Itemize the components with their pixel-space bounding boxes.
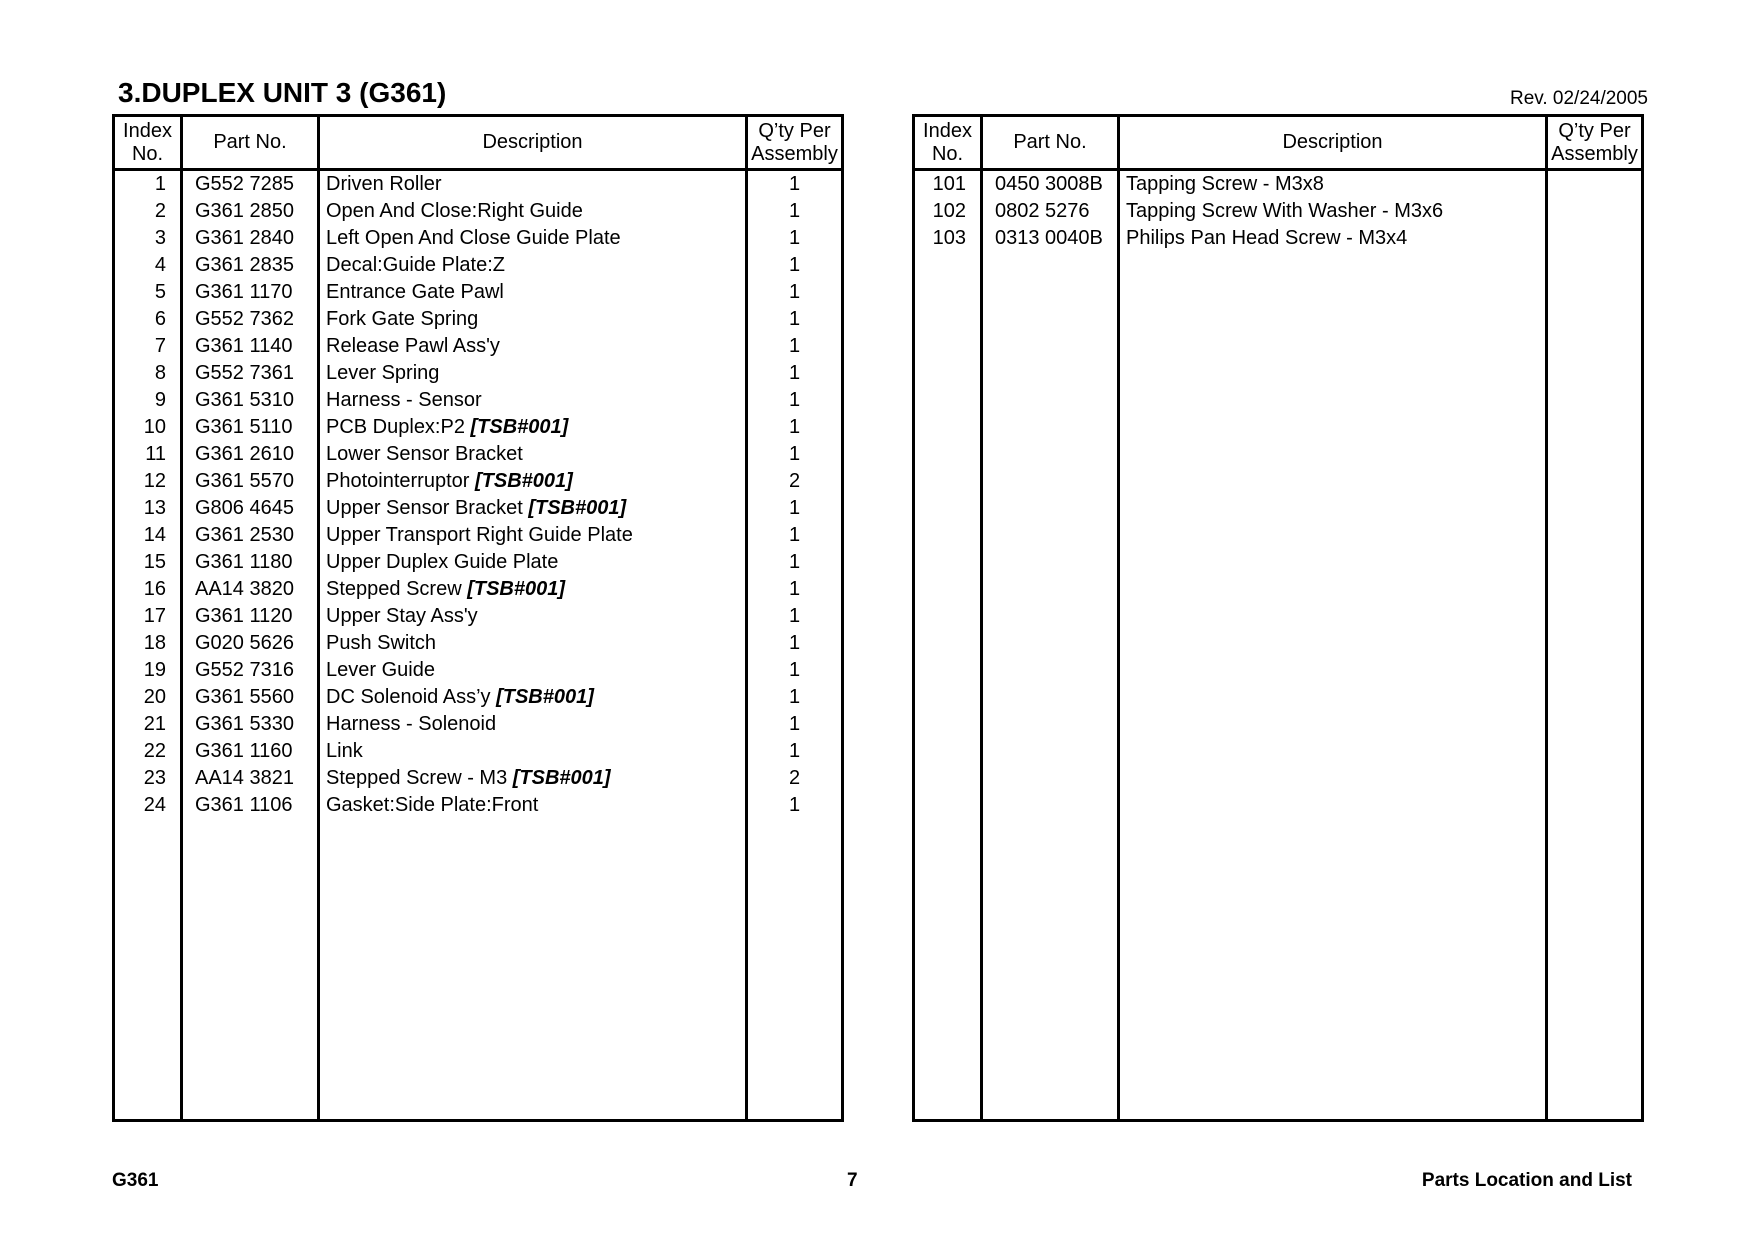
parts-table-body	[914, 170, 1643, 1121]
qty-cell: 1	[747, 441, 843, 468]
description-cell	[319, 576, 747, 603]
description-cell	[319, 387, 747, 414]
part-number-cell: G361 5560	[182, 684, 319, 711]
qty-cell: 2	[747, 468, 843, 495]
header-part-no: Part No.	[982, 116, 1119, 170]
qty-cell: 1	[747, 333, 843, 360]
part-number-cell: 0450 3008B	[982, 170, 1119, 199]
description-cell	[319, 279, 747, 306]
part-number-cell: G552 7361	[182, 360, 319, 387]
part-number-cell: G361 2530	[182, 522, 319, 549]
index-cell: 4	[114, 252, 182, 279]
table-filler-row	[914, 252, 1643, 1121]
qty-cell: 1	[747, 576, 843, 603]
description-cell	[319, 225, 747, 252]
description-text: Stepped Screw	[326, 578, 468, 600]
description-cell	[319, 684, 747, 711]
table-row	[114, 198, 843, 225]
table-row	[114, 576, 843, 603]
tsb-reference: [TSB#001]	[512, 767, 611, 789]
description-cell	[319, 414, 747, 441]
table-row	[114, 387, 843, 414]
table-row	[114, 225, 843, 252]
part-number-cell: G806 4645	[182, 495, 319, 522]
description-cell	[1119, 225, 1547, 252]
tsb-reference: [TSB#001]	[474, 470, 573, 492]
qty-cell: 1	[747, 360, 843, 387]
table-row	[114, 441, 843, 468]
description-text: DC Solenoid Ass’y	[326, 686, 497, 708]
description-text: Upper Sensor Bracket	[326, 497, 529, 519]
header-part-no: Part No.	[182, 116, 319, 170]
description-cell	[319, 603, 747, 630]
index-cell: 5	[114, 279, 182, 306]
table-row	[114, 630, 843, 657]
table-row	[114, 765, 843, 792]
description-cell	[319, 306, 747, 333]
table-row	[114, 306, 843, 333]
part-number-cell: G361 5570	[182, 468, 319, 495]
description-text: Open And Close:Right Guide	[326, 200, 583, 222]
description-text: Upper Transport Right Guide Plate	[326, 524, 633, 546]
qty-cell: 1	[747, 684, 843, 711]
revision-date: Rev. 02/24/2005	[1509, 88, 1648, 109]
empty-cell	[319, 819, 747, 1121]
footer-section: Parts Location and List	[1421, 1170, 1632, 1191]
qty-cell: 1	[747, 738, 843, 765]
index-cell: 15	[114, 549, 182, 576]
table-row	[114, 657, 843, 684]
part-number-cell: 0313 0040B	[982, 225, 1119, 252]
parts-table-left	[112, 114, 844, 1122]
description-text: Left Open And Close Guide Plate	[326, 227, 621, 249]
qty-cell	[1547, 198, 1643, 225]
index-cell: 22	[114, 738, 182, 765]
description-text: Push Switch	[326, 632, 437, 654]
qty-cell	[1547, 170, 1643, 199]
index-cell: 101	[914, 170, 982, 199]
description-text: Driven Roller	[326, 173, 442, 195]
table-row	[114, 549, 843, 576]
header-qty: Q’ty Per Assembly	[747, 116, 843, 170]
part-number-cell: G361 1120	[182, 603, 319, 630]
qty-cell: 1	[747, 549, 843, 576]
description-cell	[319, 630, 747, 657]
part-number-cell: G552 7362	[182, 306, 319, 333]
part-number-cell: 0802 5276	[982, 198, 1119, 225]
table-row	[114, 170, 843, 199]
description-cell	[319, 360, 747, 387]
index-cell: 9	[114, 387, 182, 414]
parts-table-right	[912, 114, 1644, 1122]
table-row	[114, 792, 843, 819]
table-header-row	[914, 116, 1643, 170]
description-cell	[319, 333, 747, 360]
parts-table-body	[114, 170, 843, 1121]
description-text: Lever Guide	[326, 659, 435, 681]
part-number-cell: G361 2610	[182, 441, 319, 468]
description-text: Gasket:Side Plate:Front	[326, 794, 539, 816]
part-number-cell: G361 5310	[182, 387, 319, 414]
description-cell	[319, 711, 747, 738]
description-cell	[319, 738, 747, 765]
part-number-cell: G361 1106	[182, 792, 319, 819]
description-text: Tapping Screw With Washer - M3x6	[1126, 200, 1444, 222]
qty-cell: 2	[747, 765, 843, 792]
description-text: Entrance Gate Pawl	[326, 281, 504, 303]
description-text: Philips Pan Head Screw - M3x4	[1126, 227, 1408, 249]
qty-cell: 1	[747, 279, 843, 306]
table-row	[114, 603, 843, 630]
description-cell	[319, 198, 747, 225]
table-row	[914, 198, 1643, 225]
part-number-cell: AA14 3820	[182, 576, 319, 603]
tsb-reference: [TSB#001]	[528, 497, 627, 519]
part-number-cell: G552 7316	[182, 657, 319, 684]
index-cell: 19	[114, 657, 182, 684]
table-row	[114, 333, 843, 360]
empty-cell	[914, 252, 982, 1121]
qty-cell	[1547, 225, 1643, 252]
part-number-cell: G361 5330	[182, 711, 319, 738]
part-number-cell: G552 7285	[182, 170, 319, 199]
description-text: Photointerruptor	[326, 470, 475, 492]
qty-cell: 1	[747, 170, 843, 199]
table-row	[114, 252, 843, 279]
description-text: Harness - Sensor	[326, 389, 482, 411]
table-row	[114, 495, 843, 522]
part-number-cell: G361 1180	[182, 549, 319, 576]
index-cell: 16	[114, 576, 182, 603]
qty-cell: 1	[747, 252, 843, 279]
table-row	[114, 738, 843, 765]
index-cell: 10	[114, 414, 182, 441]
table-row	[114, 468, 843, 495]
empty-cell	[1119, 252, 1547, 1121]
index-cell: 3	[114, 225, 182, 252]
table-row	[114, 360, 843, 387]
index-cell: 103	[914, 225, 982, 252]
tsb-reference: [TSB#001]	[496, 686, 594, 708]
table-row	[114, 279, 843, 306]
qty-cell: 1	[747, 522, 843, 549]
description-cell	[319, 252, 747, 279]
description-text: Decal:Guide Plate:Z	[326, 254, 505, 276]
empty-cell	[114, 819, 182, 1121]
index-cell: 24	[114, 792, 182, 819]
description-cell	[1119, 170, 1547, 199]
description-text: Fork Gate Spring	[326, 308, 479, 330]
description-text: PCB Duplex:P2	[326, 416, 471, 438]
description-cell	[319, 765, 747, 792]
index-cell: 17	[114, 603, 182, 630]
description-text: Lower Sensor Bracket	[326, 443, 523, 465]
index-cell: 18	[114, 630, 182, 657]
index-cell: 7	[114, 333, 182, 360]
part-number-cell: G361 5110	[182, 414, 319, 441]
part-number-cell: G361 2835	[182, 252, 319, 279]
index-cell: 14	[114, 522, 182, 549]
qty-cell: 1	[747, 657, 843, 684]
description-cell	[319, 522, 747, 549]
index-cell: 102	[914, 198, 982, 225]
footer-page-number: 7	[847, 1170, 858, 1191]
description-text: Link	[326, 740, 363, 762]
description-cell	[319, 549, 747, 576]
part-number-cell: G020 5626	[182, 630, 319, 657]
qty-cell: 1	[747, 198, 843, 225]
description-text: Release Pawl Ass'y	[326, 335, 500, 357]
footer-model: G361	[112, 1170, 159, 1191]
description-cell	[319, 468, 747, 495]
description-cell	[1119, 198, 1547, 225]
description-text: Stepped Screw - M3	[326, 767, 513, 789]
table-filler-row	[114, 819, 843, 1121]
table-row	[914, 225, 1643, 252]
qty-cell: 1	[747, 711, 843, 738]
description-cell	[319, 495, 747, 522]
header-qty: Q’ty Per Assembly	[1547, 116, 1643, 170]
header-description: Description	[319, 116, 747, 170]
header-index: Index No.	[114, 116, 182, 170]
description-text: Lever Spring	[326, 362, 440, 384]
table-row	[914, 170, 1643, 199]
part-number-cell: G361 2850	[182, 198, 319, 225]
index-cell: 13	[114, 495, 182, 522]
table-row	[114, 711, 843, 738]
description-text: Tapping Screw - M3x8	[1126, 173, 1324, 195]
index-cell: 21	[114, 711, 182, 738]
qty-cell: 1	[747, 495, 843, 522]
index-cell: 23	[114, 765, 182, 792]
part-number-cell: AA14 3821	[182, 765, 319, 792]
header-description: Description	[1119, 116, 1547, 170]
description-text: Upper Stay Ass'y	[326, 605, 478, 627]
part-number-cell: G361 2840	[182, 225, 319, 252]
tsb-reference: [TSB#001]	[470, 416, 569, 438]
table-header-row	[114, 116, 843, 170]
description-text: Upper Duplex Guide Plate	[326, 551, 559, 573]
description-cell	[319, 792, 747, 819]
table-row	[114, 522, 843, 549]
empty-cell	[182, 819, 319, 1121]
index-cell: 2	[114, 198, 182, 225]
qty-cell: 1	[747, 603, 843, 630]
qty-cell: 1	[747, 225, 843, 252]
qty-cell: 1	[747, 630, 843, 657]
table-row	[114, 414, 843, 441]
description-cell	[319, 441, 747, 468]
empty-cell	[982, 252, 1119, 1121]
qty-cell: 1	[747, 387, 843, 414]
part-number-cell: G361 1170	[182, 279, 319, 306]
description-cell	[319, 657, 747, 684]
index-cell: 8	[114, 360, 182, 387]
index-cell: 6	[114, 306, 182, 333]
empty-cell	[1547, 252, 1643, 1121]
qty-cell: 1	[747, 792, 843, 819]
part-number-cell: G361 1140	[182, 333, 319, 360]
description-cell	[319, 170, 747, 199]
index-cell: 1	[114, 170, 182, 199]
index-cell: 11	[114, 441, 182, 468]
qty-cell: 1	[747, 306, 843, 333]
part-number-cell: G361 1160	[182, 738, 319, 765]
index-cell: 12	[114, 468, 182, 495]
page-title: 3.DUPLEX UNIT 3 (G361)	[118, 77, 447, 108]
table-row	[114, 684, 843, 711]
description-text: Harness - Solenoid	[326, 713, 497, 735]
empty-cell	[747, 819, 843, 1121]
tsb-reference: [TSB#001]	[467, 578, 566, 600]
qty-cell: 1	[747, 414, 843, 441]
header-index: Index No.	[914, 116, 982, 170]
index-cell: 20	[114, 684, 182, 711]
